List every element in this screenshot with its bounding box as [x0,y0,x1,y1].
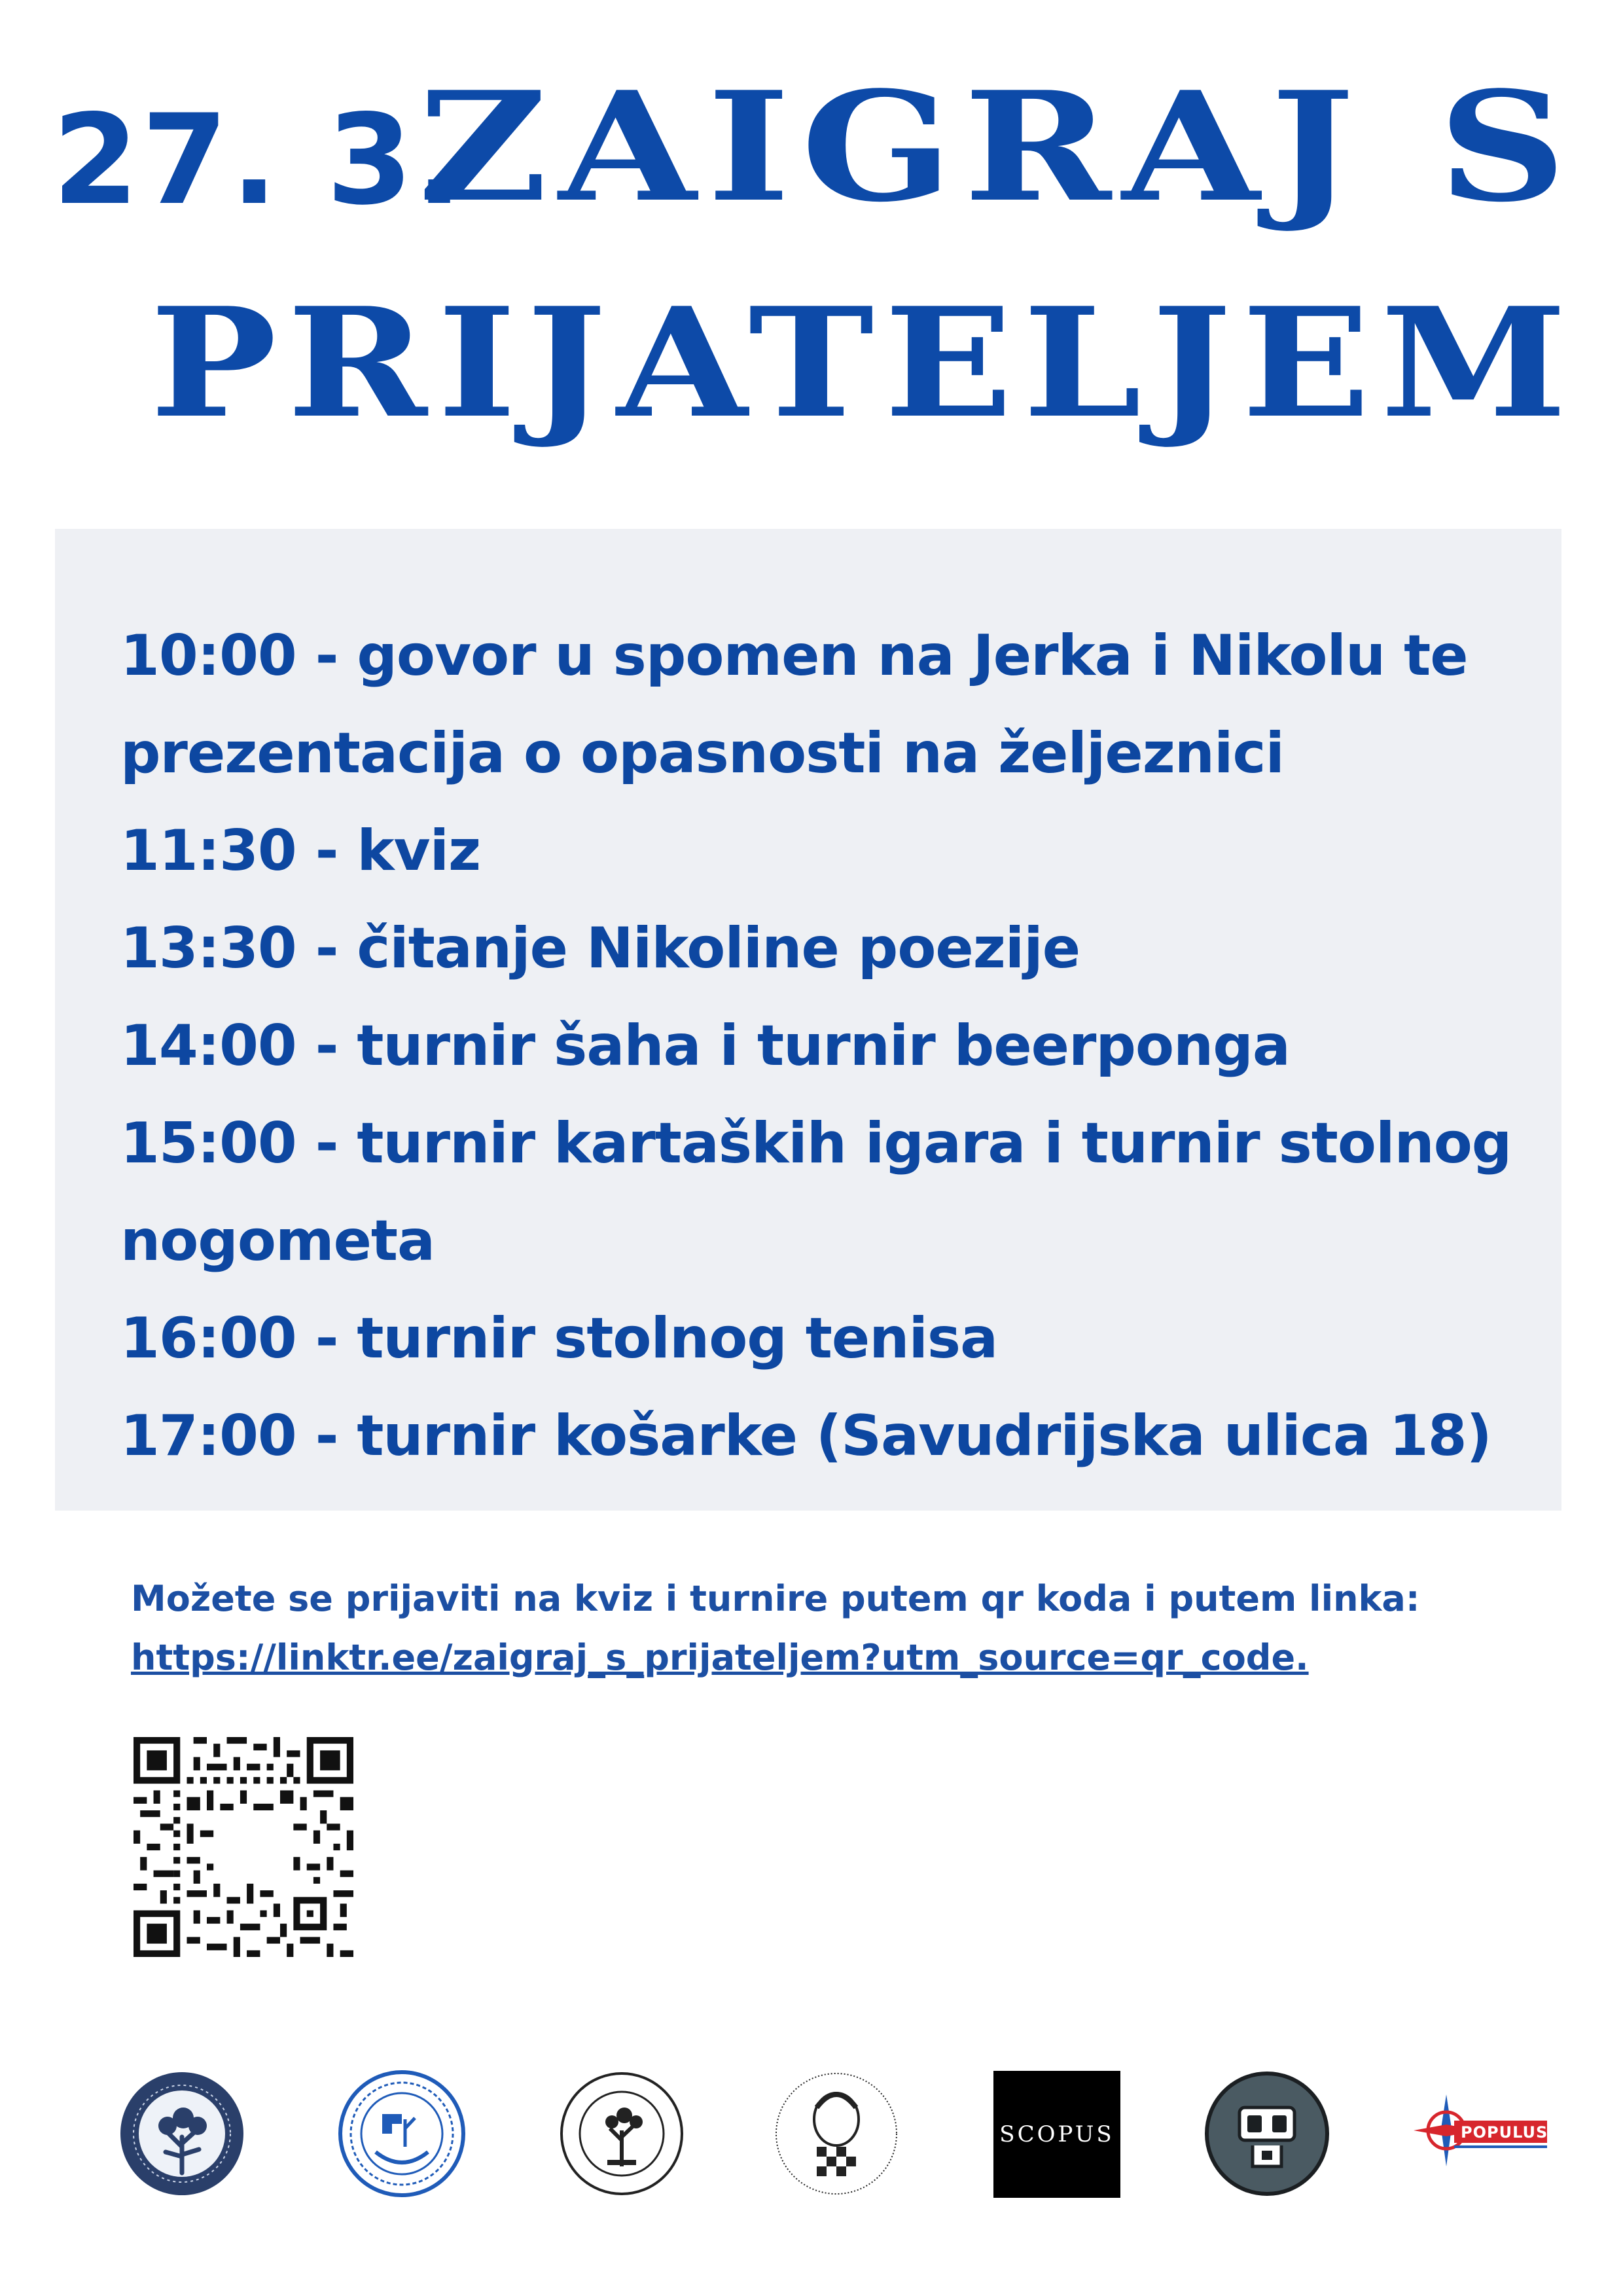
device-circle-logo [1202,2068,1332,2199]
schedule-line: 13:30 - čitanje Nikoline poezije [120,916,1080,981]
partner-logos [0,2068,1623,2212]
registration-info [131,1570,1571,1687]
schedule-line: 14:00 - turnir šaha i turnir beerponga [120,1013,1290,1079]
student-club-seal-logo [556,2068,687,2199]
schedule-line: 16:00 - turnir stolnog tenisa [120,1306,998,1371]
scopus-logo [993,2071,1120,2198]
schedule-line: 15:00 - turnir kartaških igara i turnir stolnog [120,1111,1512,1176]
registration-text: Možete se prijaviti na kviz i turnire putem qr koda i putem linka: [131,1578,1420,1619]
tree-seal-logo [116,2068,247,2199]
schedule-line: prezentacija o opasnosti na željeznici [120,721,1284,786]
schedule-line: nogometa [120,1208,435,1274]
wreath-seal-logo [336,2068,467,2199]
schedule-panel [55,529,1561,1511]
portrait-chess-logo [771,2068,902,2199]
populus-logo [1394,2068,1551,2199]
qr-code[interactable] [134,1737,353,1957]
event-date: 27. 3. [52,88,466,232]
schedule-line: 10:00 - govor u spomen na Jerka i Nikolu te [120,623,1468,689]
registration-link[interactable]: https://linktr.ee/zaigraj_s_prijateljem?utm_source=qr_code. [131,1637,1309,1678]
populus-logo-text: POPULUS [1461,2123,1548,2142]
title-line-2: PRIJATELJEM [150,275,1577,452]
schedule-list [120,607,1527,1485]
title-line-1: ZAIGRAJ S [418,59,1577,236]
schedule-line: 17:00 - turnir košarke (Savudrijska ulica 18) [120,1403,1491,1469]
schedule-line: 11:30 - kviz [120,818,481,884]
scopus-logo-text: SCOPUS [999,2121,1115,2147]
